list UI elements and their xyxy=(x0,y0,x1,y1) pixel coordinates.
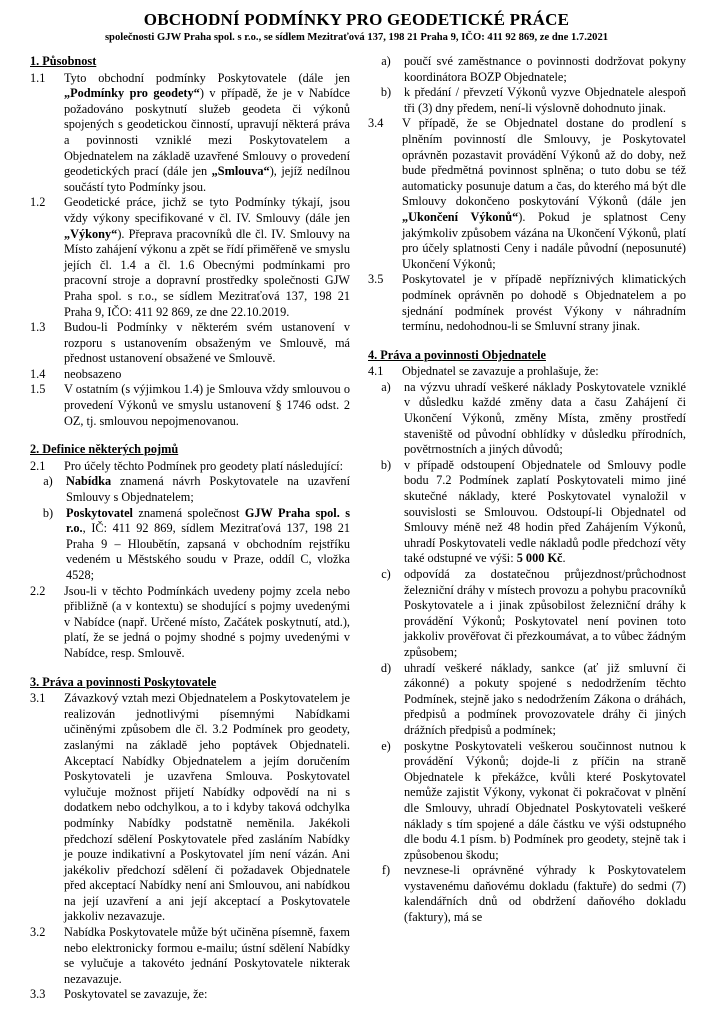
clause-4-1-a xyxy=(368,380,686,458)
clause-4-1-d xyxy=(368,661,686,739)
clause-number: 1.1 xyxy=(30,70,46,85)
clause-1-5 xyxy=(30,382,350,429)
section-heading-1: 1. Působnost xyxy=(30,54,97,68)
clause-3-3 xyxy=(30,987,350,1003)
section-heading-4: 4. Práva a povinnosti Objednatele xyxy=(368,347,546,362)
clause-1-1 xyxy=(30,71,350,196)
right-column xyxy=(368,54,686,926)
clause-2-2 xyxy=(30,584,350,662)
clause-4-1 xyxy=(368,364,686,380)
clause-4-1-c xyxy=(368,567,686,661)
clause-1-2 xyxy=(30,195,350,320)
clause-text: Budou-li Podmínky v některém svém ustanovení v rozporu s ustanovením obsaženým ve Smlouvě, má přednost ustanovení obsažené ve Smlouvě. xyxy=(64,320,350,366)
sub-text: v případě odstoupení Objednatele od Smlouvy podle bodu 7.2 Podmínek zaplatí Poskytovateli mimo jiné skutečné náklady, které Poskytovatel vynaložil v souvislosti se Smlouvou. Odstoupí-li Objednatel od Smlouvy méně než 48 hodin před Zahájením Výkonů, uhradí Poskytovateli vedle nákladů podle předchozí věty také odstupné ve výši: 5 000 Kč. xyxy=(404,457,686,566)
section-heading-3: 3. Práva a povinnosti Poskytovatele xyxy=(30,674,217,689)
clause-number: 1.4 xyxy=(30,366,46,381)
clause-text: neobsazeno xyxy=(64,366,122,381)
clause-3-3-b xyxy=(368,85,686,116)
sub-letter: f) xyxy=(381,863,391,878)
clause-4-1-f xyxy=(368,863,686,925)
clause-2-1-a xyxy=(30,474,350,505)
sub-letter: b) xyxy=(380,457,392,472)
clause-number: 2.1 xyxy=(30,458,46,473)
clause-text: Tyto obchodní podmínky Poskytovatele (dále jen „Podmínky pro geodety“) v případě, že je v Nabídce požadováno poskytnutí služeb geodeta či výkonů spojených s geodetickou činností, upravují některá práva a povinnosti vzniklé mezi Poskytovatelem a Objednatelem na základě uzavřené Smlouvy o provedení geodetických prací (dále jen „Smlouva“), jejíž nedílnou součástí tyto Podmínky jsou. xyxy=(64,70,350,194)
left-column xyxy=(30,54,350,1003)
clause-2-1-b xyxy=(30,506,350,584)
sub-text: nevznese-li oprávněné výhrady k Poskytovatelem vystavenému daňovému dokladu (faktuře) do sedmi (7) kalendářních dnů od obdržení daňového dokladu (faktury), má se xyxy=(404,863,686,925)
clause-number: 3.4 xyxy=(368,116,384,131)
clause-3-3-a xyxy=(368,54,686,85)
section-heading-2: 2. Definice některých pojmů xyxy=(30,442,179,457)
sub-letter: a) xyxy=(381,379,391,394)
sub-text: k předání / převzetí Výkonů vyzve Objednatele alespoň tři (3) dny předem, není-li výslovně dohodnuto jinak. xyxy=(404,85,686,115)
sub-text: uhradí veškeré náklady, sankce (ať již smluvní či zákonné) a pokuty spojené s nedodržením těchto Podmínek, stejně jako s nedodržením Zákona o dráhách, předpisů a podmínek provozovatele dráhy či jiných drážních předpisů a podmínek; xyxy=(404,660,686,737)
clause-number: 1.3 xyxy=(30,320,46,335)
sub-letter: b) xyxy=(380,85,392,100)
sub-text: Nabídka znamená návrh Poskytovatele na uzavření Smlouvy s Objednatelem; xyxy=(66,474,350,505)
sub-text: na výzvu uhradí veškeré náklady Poskytovatele vzniklé v důsledku každé změny data a času Zahájení či Ukončení Výkonů, změny Místa, změny prostředí staveniště od původní obhlídky v důsledku přírodních, povětrnostních a jiných důvodů; xyxy=(404,379,686,457)
sub-text: poučí své zaměstnance o povinnosti dodržovat pokyny koordinátora BOZP Objednatele; xyxy=(404,54,686,84)
clause-text: V ostatním (s výjimkou 1.4) je Smlouva vždy smlouvou o provedení Výkonů ve smyslu ustanovení § 1746 odst. 2 OZ, tj. smlouvou nepojmenovanou. xyxy=(64,382,350,428)
clause-3-2 xyxy=(30,925,350,987)
clause-text: Nabídka Poskytovatele může být učiněna písemně, faxem nebo elektronicky formou e-mailu; ústní sdělení Nabídky se vylučuje a takovéto jednání Poskytovatele nikterak nezavazuje. xyxy=(64,925,350,986)
clause-number: 4.1 xyxy=(368,364,384,379)
sub-text: odpovídá za dostatečnou průjezdnost/průchodnost železniční dráhy v místech provozu a pohybu pracovníků Poskytovatele a i jinak způsobilost železniční dráhy k provádění Výkonů; Poskytovatel není povinen toto jakkoliv prověřovat či přezkoumávat, a to vůbec žádným způsobem; xyxy=(404,567,686,659)
document-subtitle: společnosti GJW Praha spol. s r.o., se sídlem Mezitraťová 137, 198 21 Praha 9, IČO: 411 92 869, ze dne 1.7.2021 xyxy=(104,32,609,43)
clause-text: Pro účely těchto Podmínek pro geodety platí následující: xyxy=(64,458,344,473)
clause-2-1 xyxy=(30,459,350,475)
clause-3-1 xyxy=(30,691,350,925)
clause-text: Geodetické práce, jichž se tyto Podmínky týkají, jsou vždy výkony specifikované v čl. IV. Smlouvy (dále jen „Výkony“). Přeprava pracovníků dle čl. IV. Smlouvy na Místo zahájení výkonu a zpět se řídí přiměřeně ve smyslu jejích čl. 1.4 a čl. 1.6 Obecnými podmínkami pro pracovní stroje a dopravní prostředky společnosti GJW Praha spol. s r.o., se sídlem Mezitraťová 137, 198 21 Praha 9, IČO: 411 92 869, ze dne 22.10.2019. xyxy=(64,195,350,319)
clause-3-4 xyxy=(368,116,686,272)
clause-number: 3.5 xyxy=(368,272,384,287)
clause-number: 1.5 xyxy=(30,382,46,397)
sub-text: poskytne Poskytovateli veškerou součinnost nutnou k provádění Výkonů; dojde-li z příčin na straně Objednatele k překážce, kvůli které Poskytovatel nemůže zajistit Výkony, vykonat či pokračovat v plnění dle Smlouvy, uhradí Objednatel Poskytovateli veškeré náklady s tím spojené a dále částku ve výši odstupného dle bodu 4.1 písm. b) Podmínek pro geodety, stejně tak i způsobenou škodu; xyxy=(404,738,686,862)
clause-number: 2.2 xyxy=(30,583,46,598)
clause-4-1-e xyxy=(368,739,686,864)
sub-letter: e) xyxy=(381,738,391,753)
clause-number: 3.1 xyxy=(30,691,46,706)
clause-4-1-b xyxy=(368,458,686,567)
document-title: OBCHODNÍ PODMÍNKY PRO GEODETICKÉ PRÁCE xyxy=(143,10,570,29)
clause-1-3 xyxy=(30,320,350,367)
sub-letter: a) xyxy=(43,474,53,489)
clause-text: Objednatel se zavazuje a prohlašuje, že: xyxy=(402,364,599,379)
clause-number: 3.3 xyxy=(30,987,46,1002)
clause-text: Jsou-li v těchto Podmínkách uvedeny pojmy zcela nebo přibližně (a v kontextu) se shodující s pojmy uvedenými v Nabídce (např. Určené místo, Začátek poskytnutí, atd.), platí, že se jedná o pojmy shodné s pojmy uvedenými v Nabídce, resp. Smlouvě. xyxy=(64,583,350,660)
sub-text: Poskytovatel znamená společnost GJW Praha spol. s r.o., IČ: 411 92 869, sídlem Mezitraťová 137, 198 21 Praha 9 – Hloubětín, zapsaná v obchodním rejstříku vedeném u Městského soudu v Praze, oddíl C, vložka 4528; xyxy=(66,505,350,582)
clause-number: 1.2 xyxy=(30,195,46,210)
sub-letter: b) xyxy=(42,505,54,520)
sub-letter: d) xyxy=(380,660,392,675)
clause-text: Poskytovatel je v případě nepříznivých klimatických podmínek oprávněn po dohodě s Objednatelem a po sjednání podmínek provést Výkony v náhradním termínu, nedohodnou-li se Smluvní strany jinak. xyxy=(402,272,686,334)
clause-text: Poskytovatel se zavazuje, že: xyxy=(64,987,208,1002)
clause-1-4 xyxy=(30,367,350,383)
clause-number: 3.2 xyxy=(30,925,46,940)
clause-3-5 xyxy=(368,272,686,334)
clause-text: Závazkový vztah mezi Objednatelem a Poskytovatelem je realizován jednotlivými písemnými Nabídkami učiněnými způsobem dle čl. 3.2 Podmínek pro geodety, zaslanými na základě jeho poptávek Objednateli. Akceptací Nabídky Objednatelem a jejím doručením Poskytovateli je uzavřena Smlouva. Poskytovatel vylučuje možnost přijetí Nabídky odpovědí na ni s dodatkem nebo odchylkou, a to i kdyby taková odchylka podmínky Nabídky podstatně neměnila. Jakékoli předchozí sdělení Poskytovatele před zasláním Nabídky je pouze indikativní a Poskytovatel jím není vázán. Ani jakékoliv předchozí sdělení či požadavek Objednatele před akceptací Nabídky není ani Smlouvou, ani nabídkou na její uzavření a ani její akceptací a Poskytovatele jakkoliv nezavazuje. xyxy=(64,691,350,924)
sub-letter: c) xyxy=(381,567,391,581)
sub-letter: a) xyxy=(381,54,391,68)
clause-text: V případě, že se Objednatel dostane do prodlení s plněním povinností dle Smlouvy, je Poskytovatel oprávněn pozastavit provádění Výkonů až do doby, než bude předmětná povinnost splněna; o tuto dobu se též automaticky posunuje datum a čas, do kterého má být dle Smlouvy dokončeno poskytování Výkonů (dále jen „Ukončení Výkonů“). Pokud je splatnost Ceny jakýmkoliv způsobem vázána na Ukončení Výkonů, platí pro účely splatnosti Ceny i nadále původní (neposunuté) Ukončení Výkonů; xyxy=(402,116,686,271)
